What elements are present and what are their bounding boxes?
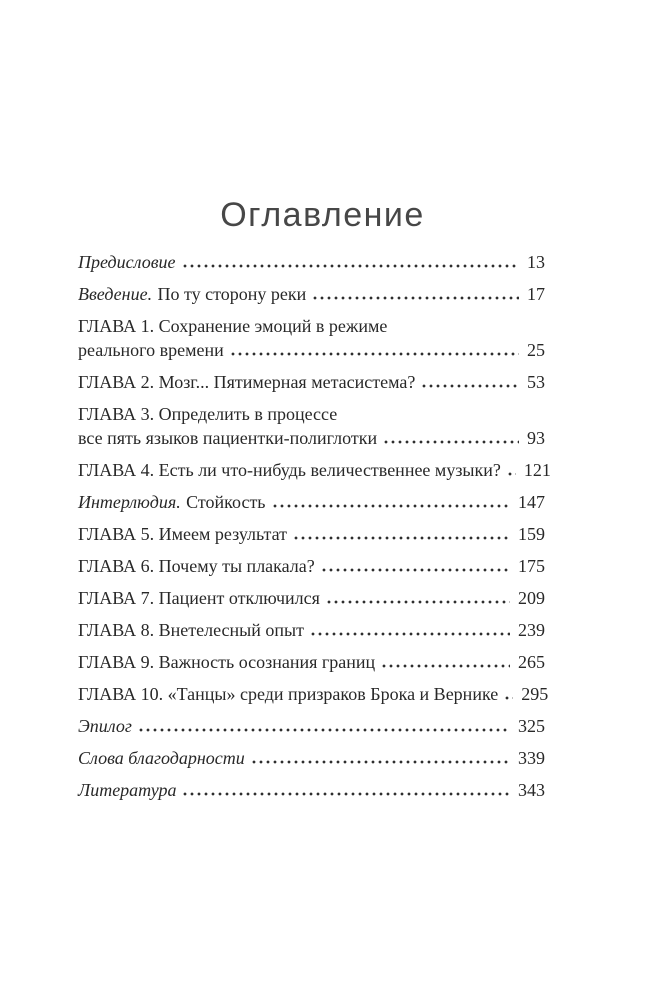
toc-entry: [78, 458, 551, 482]
dot-leader: [311, 632, 510, 636]
toc-entry: [78, 714, 545, 738]
toc-entry-title: ГЛАВА 7. Пациент отключился: [78, 588, 320, 608]
toc-entry-title-italic: Предисловие: [78, 252, 176, 272]
toc-entry: [78, 554, 545, 578]
dot-leader: [327, 600, 510, 604]
toc-page-number: 93: [527, 428, 545, 448]
dot-leader: [422, 384, 519, 388]
toc-entry: [78, 650, 545, 674]
dot-leader: [273, 504, 510, 508]
toc-entry-title-line1: ГЛАВА 1. Сохранение эмоций в режиме: [78, 316, 388, 336]
toc-page-number: 343: [518, 780, 545, 800]
dot-leader: [384, 440, 519, 444]
toc-entry: [78, 402, 545, 450]
toc-page-number: 175: [518, 556, 545, 576]
dot-leader: [313, 296, 519, 300]
toc-entry: [78, 682, 549, 706]
toc-entry: [78, 314, 545, 362]
toc-entry: [78, 618, 545, 642]
toc-entry-title-italic: Введение.: [78, 284, 153, 304]
toc-entry-title: ГЛАВА 6. Почему ты плакала?: [78, 556, 315, 576]
toc-page-number: 209: [518, 588, 545, 608]
dot-leader: [505, 696, 513, 700]
toc-entry: [78, 778, 545, 802]
toc-entry-title-line2: реального времени: [78, 340, 224, 360]
toc-page-number: 325: [518, 716, 545, 736]
toc-entry: [78, 586, 545, 610]
toc-page-number: 239: [518, 620, 545, 640]
dot-leader: [139, 728, 510, 732]
toc-list: [78, 250, 551, 802]
toc-entry-title-line2: все пять языков пациентки-полиглотки: [78, 428, 378, 448]
toc-entry: [78, 522, 545, 546]
toc-page-number: 53: [527, 372, 545, 392]
dot-leader: [294, 536, 510, 540]
toc-page-number: 17: [527, 284, 545, 304]
dot-leader: [508, 472, 516, 476]
toc-entry-title-italic: Эпилог: [78, 716, 132, 736]
toc-page-number: 159: [518, 524, 545, 544]
toc-entry-title: Стойкость: [186, 492, 266, 512]
dot-leader: [252, 760, 510, 764]
toc-entry-title: По ту сторону реки: [157, 284, 307, 304]
toc-entry: [78, 282, 545, 306]
dot-leader: [382, 664, 510, 668]
toc-page-number: 339: [518, 748, 545, 768]
toc-entry-title: ГЛАВА 9. Важность осознания границ: [78, 652, 376, 672]
toc-entry: [78, 370, 545, 394]
toc-entry-title: ГЛАВА 5. Имеем результат: [78, 524, 288, 544]
toc-entry-title-italic: Литература: [78, 780, 177, 800]
toc-page-number: 265: [518, 652, 545, 672]
toc-entry: [78, 746, 545, 770]
toc-entry-title: ГЛАВА 4. Есть ли что-нибудь величественнее музыки?: [78, 460, 501, 480]
toc-entry-title: ГЛАВА 10. «Танцы» среди призраков Брока и Вернике: [78, 684, 499, 704]
toc-entry-title: ГЛАВА 8. Внетелесный опыт: [78, 620, 304, 640]
toc-page-number: 295: [521, 684, 549, 704]
toc-entry-title-line1: ГЛАВА 3. Определить в процессе: [78, 404, 338, 424]
dot-leader: [183, 792, 510, 796]
dot-leader: [231, 352, 519, 356]
toc-entry-title-italic: Интерлюдия.: [78, 492, 181, 512]
toc-page-number: 147: [518, 492, 545, 512]
toc-page-number: 25: [527, 340, 545, 360]
toc-page-number: 13: [527, 252, 545, 272]
toc-entry-title: ГЛАВА 2. Мозг... Пятимерная метасистема?: [78, 372, 416, 392]
toc-entry: [78, 490, 545, 514]
toc-page-number: 121: [523, 460, 551, 480]
toc-entry-title-italic: Слова благодарности: [78, 748, 245, 768]
toc-entry: [78, 250, 545, 274]
dot-leader: [183, 264, 519, 268]
page-title: Оглавление: [220, 196, 425, 234]
dot-leader: [322, 568, 510, 572]
